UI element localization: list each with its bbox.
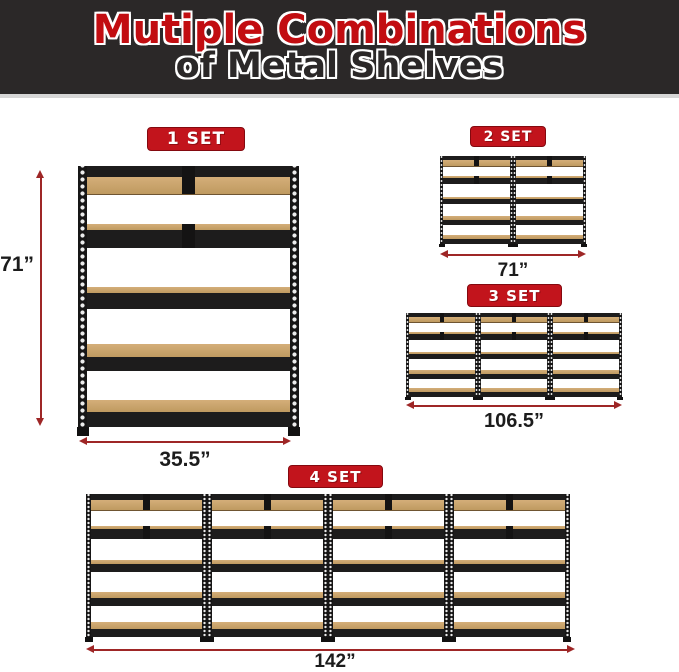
shelf-unit (440, 156, 513, 247)
shelf-foot (617, 397, 623, 400)
shelf-center-bracket (143, 494, 150, 510)
dimension-label-height-1set: 71” (0, 253, 34, 276)
shelf-foot (405, 397, 411, 400)
shelf-post (565, 494, 570, 637)
shelf-post (619, 313, 622, 397)
shelf-beam (328, 598, 449, 606)
shelf-beam (86, 564, 207, 573)
shelf-unit (78, 166, 299, 436)
shelf-beam (207, 629, 328, 637)
shelf-foot (448, 637, 456, 642)
dimension-label-width-2set: 71” (497, 260, 529, 281)
shelf-unit (449, 494, 570, 642)
badge-2-set: 2 SET (470, 126, 546, 147)
shelf-foot (512, 244, 518, 247)
shelf-center-bracket (547, 156, 551, 166)
dimension-arrow-height-1set (36, 170, 45, 426)
shelf-beam (513, 239, 586, 244)
shelf-illustration-3set (406, 313, 622, 400)
shelf-beam (440, 220, 513, 225)
dimension-label-width-3set: 106.5” (483, 410, 545, 432)
shelf-foot (327, 637, 335, 642)
shelf-beam (478, 392, 550, 397)
shelf-beam (86, 629, 207, 637)
dimension-label-width-1set: 35.5” (159, 448, 211, 471)
shelf-foot (288, 427, 300, 436)
dimension-arrow-width-1set (79, 437, 291, 446)
shelf-center-bracket (182, 224, 195, 248)
shelf-beam (78, 412, 299, 426)
shelf-beam (478, 374, 550, 379)
shelf-foot (477, 397, 483, 400)
shelf-beam (328, 629, 449, 637)
shelf-post (583, 156, 586, 244)
shelf-foot (563, 637, 571, 642)
shelf-center-bracket (512, 313, 516, 322)
shelf-center-bracket (506, 494, 513, 510)
header-banner (0, 0, 679, 98)
shelf-foot (206, 637, 214, 642)
shelf-beam (550, 374, 622, 379)
shelf-foot (77, 427, 89, 436)
shelf-center-bracket (547, 176, 551, 184)
shelf-post (207, 494, 212, 637)
shelf-post (478, 313, 481, 397)
badge-3-set: 3 SET (467, 284, 562, 307)
shelf-board (80, 400, 297, 413)
shelf-beam (440, 239, 513, 244)
shelf-unit (513, 156, 586, 247)
shelf-unit (550, 313, 622, 400)
shelf-beam (406, 392, 478, 397)
shelf-beam (406, 354, 478, 359)
shelf-post (328, 494, 333, 637)
shelf-beam (78, 293, 299, 309)
shelf-board (80, 344, 297, 357)
shelf-center-bracket (474, 176, 478, 184)
shelf-center-bracket (385, 494, 392, 510)
header-title-line2: of Metal Shelves (175, 46, 504, 87)
shelf-beam (449, 564, 570, 573)
shelf-center-bracket (474, 156, 478, 166)
header-title-line1: Mutiple Combinations (92, 6, 587, 53)
shelf-center-bracket (264, 494, 271, 510)
shelf-foot (439, 244, 445, 247)
dimension-arrow-width-2set (440, 250, 586, 259)
shelf-center-bracket (440, 313, 444, 322)
shelf-illustration-1set (78, 166, 299, 436)
shelf-beam (440, 199, 513, 204)
badge-4-set: 4 SET (288, 465, 383, 488)
shelf-foot (581, 244, 587, 247)
shelf-center-bracket (385, 526, 392, 539)
shelf-unit (207, 494, 328, 642)
shelf-center-bracket (264, 526, 271, 539)
shelf-beam (449, 598, 570, 606)
shelf-post (440, 156, 443, 244)
shelf-foot (549, 397, 555, 400)
shelf-unit (86, 494, 207, 642)
shelf-center-bracket (584, 313, 588, 322)
shelf-beam (513, 220, 586, 225)
shelf-center-bracket (512, 332, 516, 340)
shelf-center-bracket (440, 332, 444, 340)
shelf-beam (86, 598, 207, 606)
shelf-post (449, 494, 454, 637)
shelf-beam (328, 564, 449, 573)
shelf-unit (478, 313, 550, 400)
shelf-beam (406, 374, 478, 379)
shelf-post (86, 494, 91, 637)
shelf-beam (449, 629, 570, 637)
shelf-unit (406, 313, 478, 400)
shelf-center-bracket (182, 166, 195, 194)
shelf-beam (513, 199, 586, 204)
shelf-illustration-2set (440, 156, 586, 247)
badge-1-set: 1 SET (147, 127, 245, 151)
shelf-beam (550, 354, 622, 359)
shelf-post (550, 313, 553, 397)
shelf-beam (207, 564, 328, 573)
shelf-beam (78, 357, 299, 371)
shelf-post (78, 166, 87, 427)
shelf-beam (478, 354, 550, 359)
shelf-beam (550, 392, 622, 397)
shelf-beam (207, 598, 328, 606)
dimension-label-width-4set: 142” (314, 651, 356, 672)
shelf-center-bracket (506, 526, 513, 539)
shelf-post (406, 313, 409, 397)
shelf-post (513, 156, 516, 244)
dimension-arrow-width-3set (406, 401, 622, 410)
shelf-post (290, 166, 299, 427)
shelf-foot (85, 637, 93, 642)
shelf-illustration-4set (86, 494, 570, 642)
shelf-unit (328, 494, 449, 642)
shelf-center-bracket (584, 332, 588, 340)
shelf-center-bracket (143, 526, 150, 539)
